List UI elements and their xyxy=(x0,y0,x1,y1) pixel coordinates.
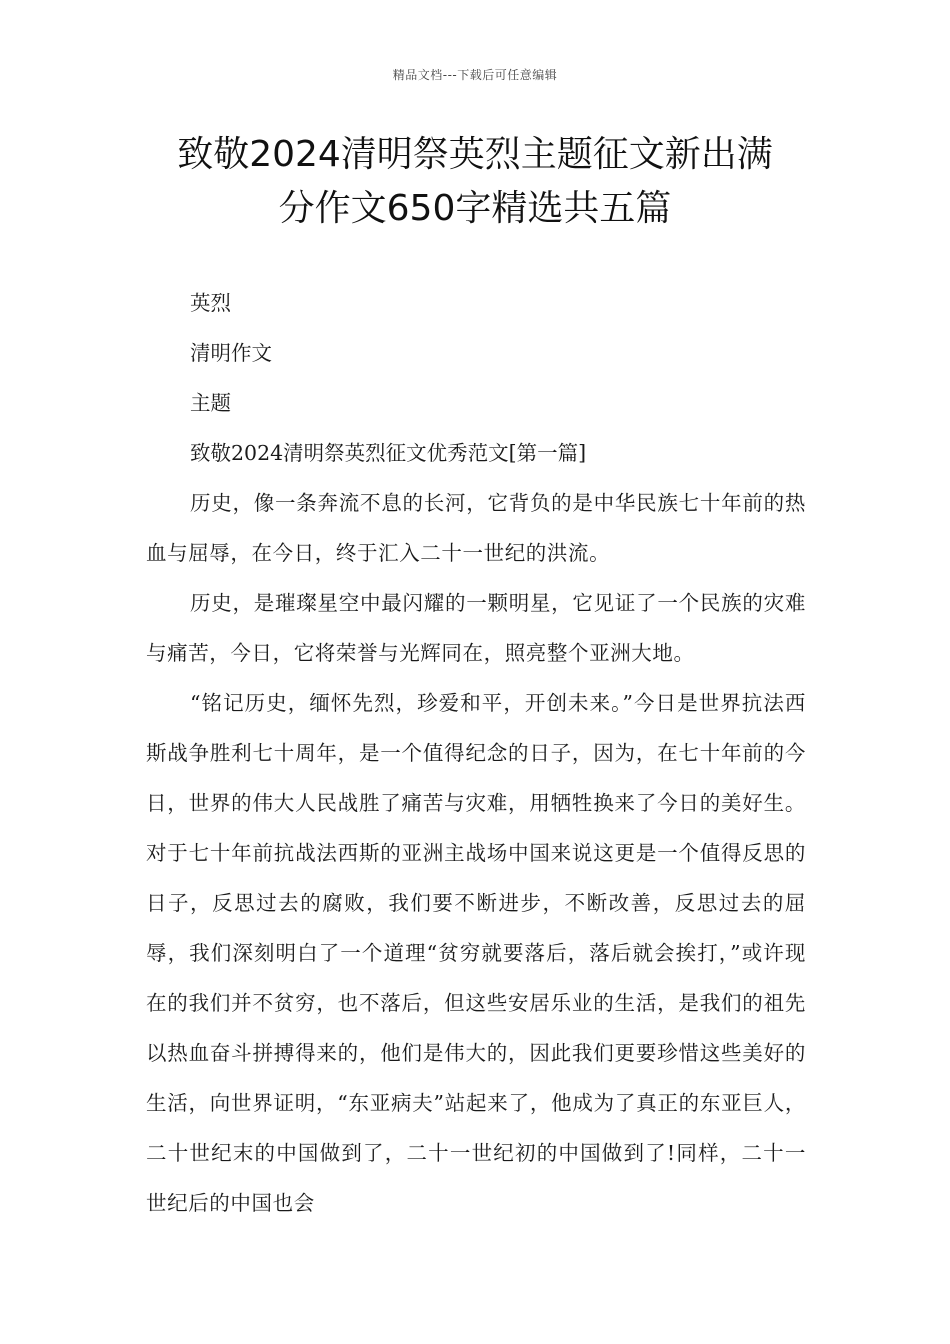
document-body xyxy=(146,278,806,1228)
section-heading: 致敬2024清明祭英烈征文优秀范文[第一篇] xyxy=(190,441,587,465)
tag-line: 清明作文 xyxy=(190,341,272,365)
paragraph: 历史，像一条奔流不息的长河，它背负的是中华民族七十年前的热血与屈辱，在今日，终于汇入二十一世纪的洪流。 xyxy=(146,491,806,565)
document-title xyxy=(110,128,840,236)
tag-line: 英烈 xyxy=(190,291,231,315)
paragraph: “铭记历史，缅怀先烈，珍爱和平，开创未来。”今日是世界抗法西斯战争胜利七十周年，是一个值得纪念的日子，因为，在七十年前的今日，世界的伟大人民战胜了痛苦与灾难，用牺牲换来了今日的美好生。对于七十年前抗战法西斯的亚洲主战场中国来说这更是一个值得反思的日子，反思过去的腐败，我们要不断进步，不断改善，反思过去的屈辱，我们深刻明白了一个道理“贫穷就要落后，落后就会挨打，”或许现在的我们并不贫穷，也不落后，但这些安居乐业的生活，是我们的祖先以热血奋斗拼搏得来的，他们是伟大的，因此我们更要珍惜这些美好的生活，向世界证明，“东亚病夫”站起来了，他成为了真正的东亚巨人，二十世纪末的中国做到了，二十一世纪初的中国做到了!同样，二十一世纪后的中国也会 xyxy=(146,691,806,1215)
title-line-2: 分作文650字精选共五篇 xyxy=(278,188,672,229)
paragraph: 历史，是璀璨星空中最闪耀的一颗明星，它见证了一个民族的灾难与痛苦，今日，它将荣誉与光辉同在，照亮整个亚洲大地。 xyxy=(146,591,806,665)
title-line-1: 致敬2024清明祭英烈主题征文新出满 xyxy=(177,134,773,175)
header-note: 精品文档---下载后可任意编辑 xyxy=(392,68,558,82)
tag-line: 主题 xyxy=(190,391,231,415)
